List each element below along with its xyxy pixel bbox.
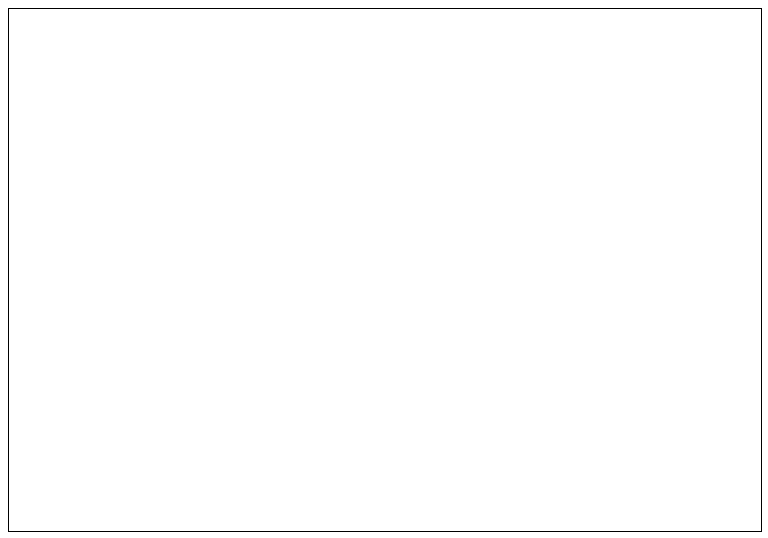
drawing-sheet	[8, 8, 762, 532]
floor-plan	[9, 9, 761, 531]
